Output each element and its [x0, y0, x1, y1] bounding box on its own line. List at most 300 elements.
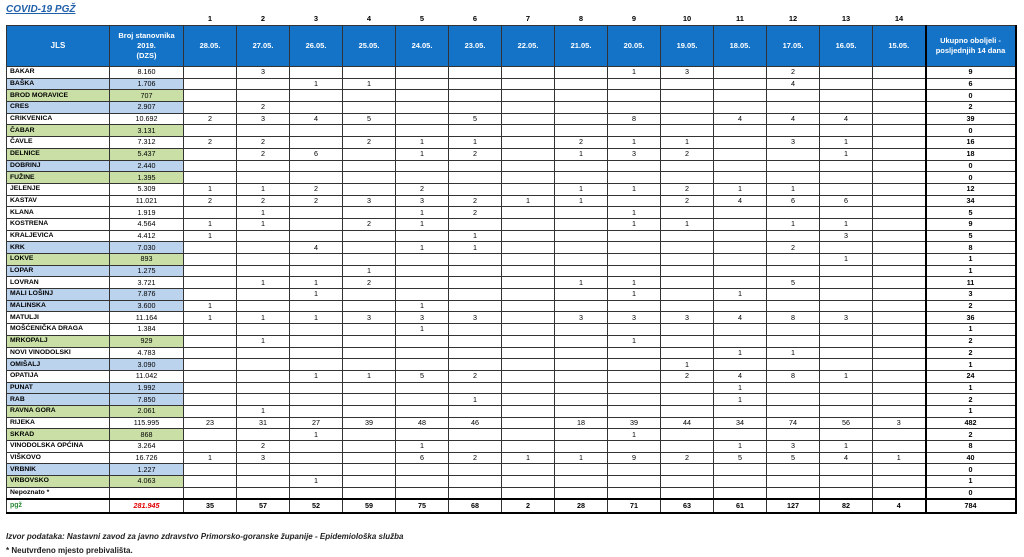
table-row — [7, 277, 1016, 289]
daily-case-count — [555, 78, 608, 90]
row-total: 5 — [926, 207, 1016, 219]
daily-case-count: 2 — [237, 441, 290, 453]
daily-case-count — [396, 347, 449, 359]
header-population-line: (DZS) — [136, 51, 157, 60]
municipality-name: VINODOLSKA OPĆINA — [7, 441, 110, 453]
table-row — [7, 289, 1016, 301]
daily-case-count — [555, 429, 608, 441]
daily-case-count — [661, 476, 714, 488]
daily-case-count — [714, 405, 767, 417]
daily-case-count: 1 — [290, 312, 343, 324]
document-title: COVID-19 PGŽ — [6, 4, 76, 15]
daily-case-count — [555, 487, 608, 499]
daily-case-count: 1 — [396, 441, 449, 453]
daily-case-count — [608, 195, 661, 207]
daily-case-count — [873, 183, 926, 195]
daily-case-count — [343, 324, 396, 336]
daily-case-count — [237, 172, 290, 184]
daily-case-count — [820, 335, 873, 347]
table-row — [7, 218, 1016, 230]
daily-case-count: 31 — [237, 417, 290, 429]
daily-case-count — [184, 265, 237, 277]
daily-case-count — [502, 382, 555, 394]
daily-case-count — [820, 289, 873, 301]
daily-case-count — [343, 476, 396, 488]
population-value: 4.063 — [110, 476, 184, 488]
daily-case-count — [661, 382, 714, 394]
daily-case-count — [396, 67, 449, 79]
daily-case-count — [290, 90, 343, 102]
population-value: 7.030 — [110, 242, 184, 254]
row-total: 0 — [926, 172, 1016, 184]
header-date: 25.05. — [343, 26, 396, 67]
daily-case-count: 2 — [237, 148, 290, 160]
daily-case-count — [661, 102, 714, 114]
daily-case-count: 1 — [343, 370, 396, 382]
column-number-row — [7, 13, 1016, 26]
daily-case-count — [873, 464, 926, 476]
daily-case-count — [714, 148, 767, 160]
daily-case-count — [396, 429, 449, 441]
daily-case-count — [820, 324, 873, 336]
daily-total: 68 — [449, 499, 502, 513]
daily-case-count — [343, 347, 396, 359]
daily-case-count — [873, 441, 926, 453]
daily-case-count — [184, 289, 237, 301]
population-value: 2.907 — [110, 102, 184, 114]
daily-case-count — [237, 289, 290, 301]
daily-case-count: 2 — [449, 148, 502, 160]
daily-case-count — [661, 230, 714, 242]
daily-case-count — [767, 160, 820, 172]
daily-case-count: 74 — [767, 417, 820, 429]
daily-case-count — [502, 347, 555, 359]
row-total: 1 — [926, 359, 1016, 371]
daily-case-count — [873, 78, 926, 90]
daily-case-count — [184, 160, 237, 172]
daily-case-count: 5 — [449, 113, 502, 125]
row-total: 1 — [926, 382, 1016, 394]
daily-case-count — [290, 441, 343, 453]
daily-case-count — [714, 254, 767, 266]
column-number: 4 — [366, 14, 372, 23]
daily-case-count — [608, 125, 661, 137]
daily-case-count — [555, 441, 608, 453]
row-total: 8 — [926, 441, 1016, 453]
daily-case-count — [820, 277, 873, 289]
daily-case-count — [343, 160, 396, 172]
daily-case-count — [661, 207, 714, 219]
daily-case-count: 6 — [820, 195, 873, 207]
header-date: 24.05. — [396, 26, 449, 67]
table-row — [7, 394, 1016, 406]
header-date: 23.05. — [449, 26, 502, 67]
daily-case-count — [661, 254, 714, 266]
sum-row — [7, 499, 1016, 513]
daily-total: 127 — [767, 499, 820, 513]
row-total: 2 — [926, 300, 1016, 312]
header-date: 18.05. — [714, 26, 767, 67]
daily-case-count — [449, 441, 502, 453]
daily-case-count: 1 — [608, 183, 661, 195]
daily-case-count: 1 — [820, 148, 873, 160]
daily-case-count: 1 — [396, 300, 449, 312]
municipality-name: PUNAT — [7, 382, 110, 394]
footnote: * Neutvrđeno mjesto prebivališta. — [6, 546, 133, 555]
daily-case-count — [237, 300, 290, 312]
table-row — [7, 429, 1016, 441]
table-row — [7, 347, 1016, 359]
daily-case-count: 3 — [820, 312, 873, 324]
daily-case-count — [820, 67, 873, 79]
daily-case-count — [767, 405, 820, 417]
daily-case-count — [502, 394, 555, 406]
row-total: 0 — [926, 125, 1016, 137]
daily-case-count — [502, 254, 555, 266]
source-note: Izvor podataka: Nastavni zavod za javno zdravstvo Primorsko-goranske županije - Epidemiološka služba — [6, 532, 404, 541]
row-total: 12 — [926, 183, 1016, 195]
daily-case-count: 4 — [714, 113, 767, 125]
daily-case-count — [343, 90, 396, 102]
population-value: 7.850 — [110, 394, 184, 406]
municipality-name: VIŠKOVO — [7, 452, 110, 464]
population-value: 10.692 — [110, 113, 184, 125]
daily-case-count — [820, 160, 873, 172]
municipality-name: MALI LOŠINJ — [7, 289, 110, 301]
row-total: 1 — [926, 324, 1016, 336]
daily-case-count — [820, 429, 873, 441]
daily-case-count — [502, 289, 555, 301]
daily-case-count: 4 — [714, 370, 767, 382]
table-row — [7, 417, 1016, 429]
daily-case-count — [237, 382, 290, 394]
daily-case-count: 2 — [343, 137, 396, 149]
daily-case-count — [608, 370, 661, 382]
population-value — [110, 487, 184, 499]
daily-case-count — [343, 452, 396, 464]
daily-case-count: 1 — [608, 289, 661, 301]
daily-case-count — [502, 230, 555, 242]
daily-case-count: 3 — [820, 230, 873, 242]
daily-case-count — [820, 242, 873, 254]
daily-case-count — [449, 265, 502, 277]
daily-case-count — [502, 113, 555, 125]
row-total: 36 — [926, 312, 1016, 324]
daily-case-count: 1 — [767, 183, 820, 195]
daily-case-count: 1 — [608, 335, 661, 347]
municipality-name: LOPAR — [7, 265, 110, 277]
daily-case-count — [343, 125, 396, 137]
daily-case-count — [502, 90, 555, 102]
daily-case-count — [396, 172, 449, 184]
daily-case-count — [767, 289, 820, 301]
daily-case-count: 1 — [396, 148, 449, 160]
daily-case-count — [449, 359, 502, 371]
daily-case-count — [184, 370, 237, 382]
daily-case-count — [555, 394, 608, 406]
daily-case-count: 2 — [661, 370, 714, 382]
table-row — [7, 148, 1016, 160]
municipality-name: LOVRAN — [7, 277, 110, 289]
population-value: 5.309 — [110, 183, 184, 195]
row-total: 0 — [926, 464, 1016, 476]
daily-case-count: 1 — [237, 312, 290, 324]
daily-case-count — [449, 102, 502, 114]
municipality-name: SKRAD — [7, 429, 110, 441]
daily-case-count — [714, 359, 767, 371]
daily-case-count — [767, 464, 820, 476]
daily-case-count — [608, 464, 661, 476]
daily-case-count — [237, 265, 290, 277]
daily-case-count: 1 — [184, 300, 237, 312]
daily-case-count — [502, 359, 555, 371]
daily-case-count — [237, 254, 290, 266]
daily-case-count — [661, 394, 714, 406]
table-row — [7, 441, 1016, 453]
daily-case-count — [820, 347, 873, 359]
header-date: 22.05. — [502, 26, 555, 67]
population-value: 3.721 — [110, 277, 184, 289]
daily-case-count — [502, 476, 555, 488]
daily-case-count: 3 — [767, 137, 820, 149]
municipality-name: RAB — [7, 394, 110, 406]
daily-case-count: 2 — [449, 452, 502, 464]
daily-case-count — [661, 405, 714, 417]
row-total: 16 — [926, 137, 1016, 149]
daily-case-count: 3 — [396, 312, 449, 324]
daily-case-count — [184, 254, 237, 266]
daily-case-count — [502, 160, 555, 172]
daily-case-count: 1 — [396, 242, 449, 254]
population-value: 16.726 — [110, 452, 184, 464]
daily-case-count — [767, 148, 820, 160]
daily-case-count: 2 — [661, 183, 714, 195]
daily-case-count — [608, 476, 661, 488]
column-number-blank — [926, 13, 1016, 26]
column-number: 5 — [419, 14, 425, 23]
daily-case-count: 3 — [661, 312, 714, 324]
daily-case-count — [661, 347, 714, 359]
daily-case-count — [555, 289, 608, 301]
daily-case-count — [661, 265, 714, 277]
daily-case-count — [714, 277, 767, 289]
table-row — [7, 230, 1016, 242]
table-row — [7, 102, 1016, 114]
daily-case-count — [555, 300, 608, 312]
daily-total: 59 — [343, 499, 396, 513]
table-row — [7, 265, 1016, 277]
daily-case-count — [608, 405, 661, 417]
header-date: 20.05. — [608, 26, 661, 67]
daily-case-count: 1 — [820, 218, 873, 230]
daily-case-count — [661, 160, 714, 172]
daily-case-count — [820, 78, 873, 90]
daily-case-count — [184, 148, 237, 160]
grand-total: 784 — [926, 499, 1016, 513]
daily-case-count: 3 — [343, 312, 396, 324]
daily-case-count — [396, 90, 449, 102]
municipality-name: ČAVLE — [7, 137, 110, 149]
daily-case-count — [767, 476, 820, 488]
daily-case-count — [184, 277, 237, 289]
daily-case-count: 3 — [555, 312, 608, 324]
daily-case-count: 5 — [714, 452, 767, 464]
daily-case-count — [820, 405, 873, 417]
population-value: 1.275 — [110, 265, 184, 277]
daily-case-count: 3 — [237, 113, 290, 125]
daily-case-count — [290, 487, 343, 499]
daily-case-count: 1 — [661, 359, 714, 371]
daily-case-count — [714, 172, 767, 184]
daily-case-count — [555, 359, 608, 371]
daily-case-count: 1 — [714, 382, 767, 394]
row-total: 6 — [926, 78, 1016, 90]
daily-case-count — [714, 90, 767, 102]
daily-case-count — [290, 265, 343, 277]
daily-case-count — [237, 359, 290, 371]
daily-case-count — [555, 370, 608, 382]
daily-case-count — [184, 487, 237, 499]
table-row — [7, 254, 1016, 266]
daily-case-count: 2 — [343, 277, 396, 289]
daily-case-count — [661, 113, 714, 125]
population-value: 1.384 — [110, 324, 184, 336]
daily-case-count — [608, 172, 661, 184]
daily-case-count — [237, 125, 290, 137]
daily-case-count: 1 — [820, 254, 873, 266]
daily-total: 2 — [502, 499, 555, 513]
table-row — [7, 137, 1016, 149]
covid-cases-table — [6, 13, 1017, 514]
daily-case-count: 1 — [184, 183, 237, 195]
daily-case-count — [820, 487, 873, 499]
daily-case-count — [661, 487, 714, 499]
daily-case-count — [873, 172, 926, 184]
daily-case-count — [873, 382, 926, 394]
daily-case-count — [237, 394, 290, 406]
daily-case-count: 5 — [396, 370, 449, 382]
daily-case-count — [555, 113, 608, 125]
population-value: 7.312 — [110, 137, 184, 149]
table-row — [7, 464, 1016, 476]
column-number: 11 — [736, 14, 744, 23]
daily-case-count — [396, 289, 449, 301]
daily-case-count — [502, 441, 555, 453]
daily-case-count — [873, 218, 926, 230]
row-total: 5 — [926, 230, 1016, 242]
daily-case-count — [714, 230, 767, 242]
daily-case-count — [290, 137, 343, 149]
daily-case-count — [449, 218, 502, 230]
row-total: 9 — [926, 67, 1016, 79]
daily-case-count — [714, 464, 767, 476]
header-total-line: Ukupno oboljeli - — [940, 36, 1001, 45]
daily-case-count — [608, 347, 661, 359]
header-total-line: posljednjih 14 dana — [935, 46, 1006, 55]
daily-case-count — [290, 102, 343, 114]
population-value: 4.412 — [110, 230, 184, 242]
column-number: 8 — [578, 14, 584, 23]
daily-case-count — [873, 312, 926, 324]
municipality-name: Nepoznato * — [7, 487, 110, 499]
daily-case-count — [396, 335, 449, 347]
daily-case-count — [449, 277, 502, 289]
daily-case-count: 1 — [608, 218, 661, 230]
table-row — [7, 183, 1016, 195]
daily-case-count — [184, 102, 237, 114]
header-date: 16.05. — [820, 26, 873, 67]
row-total: 9 — [926, 218, 1016, 230]
table-row — [7, 324, 1016, 336]
daily-case-count — [873, 347, 926, 359]
daily-case-count — [608, 230, 661, 242]
daily-case-count — [290, 382, 343, 394]
row-total: 11 — [926, 277, 1016, 289]
daily-case-count — [714, 78, 767, 90]
daily-case-count — [396, 487, 449, 499]
daily-case-count — [767, 230, 820, 242]
daily-case-count — [555, 347, 608, 359]
daily-case-count: 3 — [608, 148, 661, 160]
daily-case-count — [555, 265, 608, 277]
daily-case-count — [767, 359, 820, 371]
population-value: 893 — [110, 254, 184, 266]
daily-case-count — [502, 183, 555, 195]
header-date: 26.05. — [290, 26, 343, 67]
daily-case-count — [449, 160, 502, 172]
municipality-name: KLANA — [7, 207, 110, 219]
daily-case-count — [661, 289, 714, 301]
municipality-name: OPATIJA — [7, 370, 110, 382]
daily-case-count: 1 — [661, 137, 714, 149]
daily-case-count — [449, 78, 502, 90]
daily-case-count — [237, 324, 290, 336]
municipality-name: BROD MORAVICE — [7, 90, 110, 102]
daily-case-count: 8 — [608, 113, 661, 125]
daily-case-count — [449, 300, 502, 312]
municipality-name: BAŠKA — [7, 78, 110, 90]
population-value: 5.437 — [110, 148, 184, 160]
daily-case-count — [449, 476, 502, 488]
daily-case-count — [396, 394, 449, 406]
daily-case-count — [449, 405, 502, 417]
daily-case-count — [237, 464, 290, 476]
daily-case-count: 2 — [661, 452, 714, 464]
daily-case-count — [184, 382, 237, 394]
daily-case-count — [343, 487, 396, 499]
daily-case-count: 1 — [290, 370, 343, 382]
daily-case-count — [555, 405, 608, 417]
table-row — [7, 67, 1016, 79]
municipality-name: RAVNA GORA — [7, 405, 110, 417]
row-total: 1 — [926, 254, 1016, 266]
daily-case-count: 1 — [873, 452, 926, 464]
header-row — [7, 26, 1016, 67]
daily-total: 4 — [873, 499, 926, 513]
daily-case-count — [555, 335, 608, 347]
daily-case-count — [396, 78, 449, 90]
daily-case-count — [290, 359, 343, 371]
daily-case-count — [661, 464, 714, 476]
daily-case-count: 1 — [237, 183, 290, 195]
daily-case-count — [396, 382, 449, 394]
daily-case-count — [661, 277, 714, 289]
daily-case-count: 1 — [184, 230, 237, 242]
table-row — [7, 160, 1016, 172]
daily-case-count — [714, 335, 767, 347]
municipality-name: CRIKVENICA — [7, 113, 110, 125]
pgz-logo-label: pgž — [7, 499, 110, 513]
